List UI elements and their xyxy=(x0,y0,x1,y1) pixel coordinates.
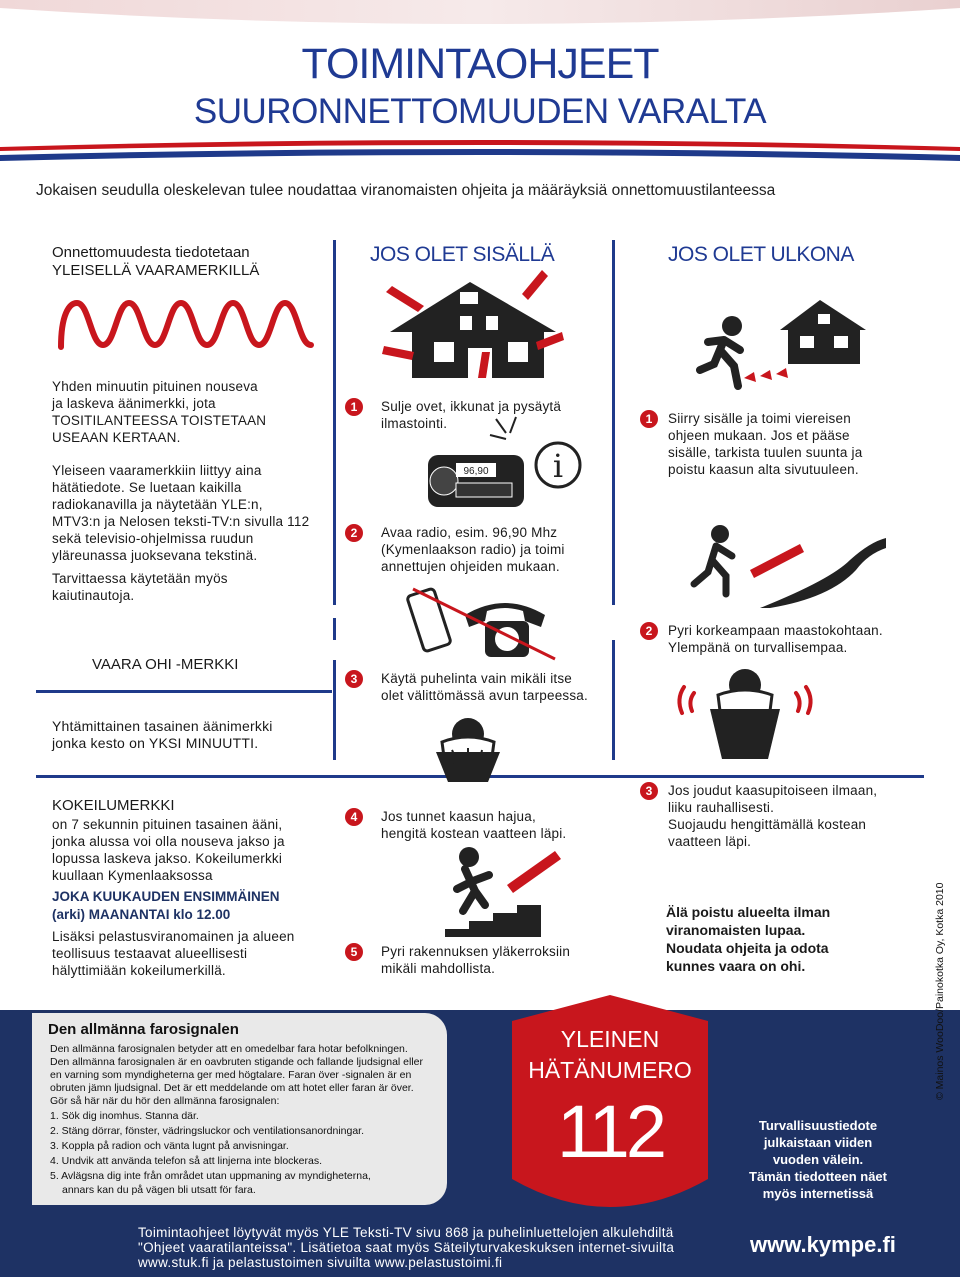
stay-notice xyxy=(666,903,830,975)
text-line: Siirry sisälle ja toimi viereisen xyxy=(668,411,851,426)
text-line: annettujen ohjeiden mukaan. xyxy=(381,559,560,574)
section-divider xyxy=(36,690,332,693)
text-line: Lisäksi pelastusviranomainen ja alueen xyxy=(52,929,295,944)
column-divider xyxy=(612,640,615,760)
title-divider xyxy=(0,135,960,165)
text-line: Yhden minuutin pituinen nouseva xyxy=(52,379,258,394)
test-signal-extra xyxy=(52,928,295,979)
walk-to-house-icon xyxy=(680,290,880,395)
column-divider xyxy=(333,618,336,640)
alert-heading-line: YLEISELLÄ VAARAMERKILLÄ xyxy=(52,262,260,279)
alert-heading xyxy=(52,244,259,280)
alert-paragraph-1 xyxy=(52,378,266,446)
text-line: Pyri rakennuksen yläkerroksiin xyxy=(381,944,571,959)
inside-step-3 xyxy=(381,670,588,704)
inside-step-4 xyxy=(381,808,566,842)
siren-wave-icon xyxy=(55,295,320,355)
radio-icon xyxy=(420,415,600,515)
text-line: teollisuus testaavat alueellisesti xyxy=(52,946,248,961)
radio-display: 96,90 xyxy=(463,466,489,477)
text-line: annars kan du på vägen bli utsatt för fara. xyxy=(62,1184,256,1196)
step-number-badge: 2 xyxy=(345,524,363,542)
swedish-info-box xyxy=(32,1013,447,1205)
text-line: mikäli mahdollista. xyxy=(381,961,496,976)
step-number-badge: 1 xyxy=(640,410,658,428)
text-line: Ylempänä on turvallisempaa. xyxy=(668,640,848,655)
text-line: Tarvittaessa käytetään myös xyxy=(52,571,228,586)
text-line: hätätiedote. Se luetaan kaikilla xyxy=(52,480,242,495)
text-line: radiokanavilla ja näytetään YLE:n, xyxy=(52,497,263,512)
text-line: Toimintaohjeet löytyvät myös YLE Teksti-TV sivu 868 ja puhelinluettelojen alkulehdiltä xyxy=(138,1225,674,1240)
publication-info xyxy=(738,1117,898,1202)
page-title: TOIMINTAOHJEET xyxy=(301,40,659,88)
text-line: yläreunassa juoksevana tekstinä. xyxy=(52,548,258,563)
alert-paragraph-2 xyxy=(52,462,309,564)
text-line: viranomaisten lupaa. xyxy=(666,922,806,938)
emergency-number: 112 xyxy=(557,1090,663,1173)
text-line: "Ohjeet vaaratilanteissa". Lisätietoa saat myös Säteilyturvakeskuksen internet-sivuilta xyxy=(138,1240,675,1255)
text-line: USEAAN KERTAAN. xyxy=(52,430,181,445)
alert-paragraph-3 xyxy=(52,570,228,604)
text-line: Suojaudu hengittämällä kostean xyxy=(668,817,867,832)
inside-step-2 xyxy=(381,524,565,575)
text-line: ohjeen mukaan. Jos et pääse xyxy=(668,428,850,443)
text-line: kunnes vaara on ohi. xyxy=(666,958,806,974)
text-line: (arki) MAANANTAI klo 12.00 xyxy=(52,907,231,922)
text-line: www.stuk.fi ja pelastustoimen sivuilta www.pelastustoimi.fi xyxy=(138,1255,503,1270)
outside-step-2 xyxy=(668,622,883,656)
text-line: ilmastointi. xyxy=(381,416,448,431)
text-line: kuullaan Kymenlaaksossa xyxy=(52,868,213,883)
text-line: Pyri korkeampaan maastokohtaan. xyxy=(668,623,883,638)
cloth-over-face-icon xyxy=(428,712,508,782)
no-phone-icon xyxy=(405,585,575,665)
text-line: Älä poistu alueelta ilman xyxy=(666,904,831,920)
text-line: julkaistaan viiden xyxy=(763,1135,873,1150)
column-divider xyxy=(333,240,336,605)
text-line: vuoden välein. xyxy=(772,1152,864,1167)
swedish-title: Den allmänna farosignalen xyxy=(48,1021,239,1038)
text-line: sisälle, tarkista tuulen suunta ja xyxy=(668,445,863,460)
website-link[interactable]: www.kympe.fi xyxy=(750,1232,896,1257)
step-number-badge: 2 xyxy=(640,622,658,640)
text-line: MTV3:n ja Nelosen teksti-TV:n sivulla 112 xyxy=(52,514,310,529)
text-line: Yleiseen vaaramerkkiin liittyy aina xyxy=(52,463,262,478)
text-line: 2. Stäng dörrar, fönster, vädringsluckor och ventilationsanordningar. xyxy=(50,1125,365,1137)
footer-text xyxy=(138,1225,674,1270)
walk-uphill-icon xyxy=(680,520,890,610)
text-line: Jos tunnet kaasun hajua, xyxy=(381,809,536,824)
step-number-badge: 5 xyxy=(345,943,363,961)
text-line: ja laskeva äänimerkki, jota xyxy=(52,396,216,411)
danger-over-title: VAARA OHI -MERKKI xyxy=(92,656,239,673)
text-line: hengitä kostean vaatteen läpi. xyxy=(381,826,567,841)
text-line: 5. Avlägsna dig inte från området utan uppmaning av myndigheterna, xyxy=(50,1170,371,1182)
text-line: obruten jämn ljudsignal. Det är ett meddelande om att hotet eller faran är över. xyxy=(50,1082,414,1094)
text-line: jonka kesto on YKSI MINUUTTI. xyxy=(52,735,259,751)
step-number-badge: 1 xyxy=(345,398,363,416)
text-line: Noudata ohjeita ja odota xyxy=(666,940,829,956)
text-line: (Kymenlaakson radio) ja toimi xyxy=(381,542,565,557)
text-line: lopussa laskeva jakso. Kokeilumerkki xyxy=(52,851,283,866)
info-icon: i xyxy=(552,447,564,485)
text-line: Tämän tiedotteen näet xyxy=(749,1169,887,1184)
text-line: 3. Koppla på radion och vänta lugnt på anvisningar. xyxy=(50,1140,289,1152)
text-line: Den allmänna farosignalen betyder att en omedelbar fara hotar befolkningen. xyxy=(50,1043,408,1055)
text-line: sekä televisio-ohjelmissa ruudun xyxy=(52,531,254,546)
outside-heading: JOS OLET ULKONA xyxy=(668,243,854,266)
test-signal-schedule xyxy=(52,888,280,924)
text-line: jonka alussa voi olla nouseva jakso ja xyxy=(52,834,285,849)
text-line: 1. Sök dig inomhus. Stanna där. xyxy=(50,1110,199,1122)
text-line: Yhtämittainen tasainen äänimerkki xyxy=(52,718,273,734)
column-divider xyxy=(612,240,615,605)
text-line: Käytä puhelinta vain mikäli itse xyxy=(381,671,572,686)
copyright-notice: © Mainos WooDoo/Painokotka Oy, Kotka 2010 xyxy=(934,882,946,1100)
emergency-label-2: HÄTÄNUMERO xyxy=(528,1057,692,1083)
outside-step-3 xyxy=(668,782,877,850)
step-number-badge: 4 xyxy=(345,808,363,826)
page-subtitle: SUURONNETTOMUUDEN VARALTA xyxy=(193,92,767,131)
text-line: liiku rauhallisesti. xyxy=(668,800,775,815)
emergency-label-1: YLEINEN xyxy=(560,1026,660,1052)
text-line: Den allmänna farosignalen är en oavbruten stigande och fallande ljudsignal eller xyxy=(50,1056,423,1068)
step-number-badge: 3 xyxy=(640,782,658,800)
text-line: 4. Undvik att använda telefon så att linjerna inte blockeras. xyxy=(50,1155,322,1167)
text-line: olet välittömässä avun tarpeessa. xyxy=(381,688,588,703)
text-line: hälyttimiään kokeilumerkillä. xyxy=(52,963,226,978)
inside-step-5 xyxy=(381,943,570,977)
text-line: JOKA KUUKAUDEN ENSIMMÄINEN xyxy=(52,889,280,904)
breathe-through-cloth-icon xyxy=(670,665,820,760)
stairs-climbing-icon xyxy=(435,845,575,940)
step-number-badge: 3 xyxy=(345,670,363,688)
house-closed-icon xyxy=(378,270,578,385)
outside-step-1 xyxy=(668,410,862,478)
intro-text: Jokaisen seudulla oleskelevan tulee noudattaa viranomaisten ohjeita ja määräyksiä onnettomuustilanteessa xyxy=(36,182,776,199)
text-line: Gör så här när du hör den allmänna farosignalen: xyxy=(50,1095,280,1107)
danger-over-text xyxy=(52,718,273,752)
text-line: poistu kaasun alta sivutuuleen. xyxy=(668,462,859,477)
header-swoosh xyxy=(0,0,960,40)
text-line: en varning som myndigheterna ger med högtalare. Faran över -signalen är en xyxy=(50,1069,412,1081)
text-line: kaiutinautoja. xyxy=(52,588,135,603)
text-line: vaatteen läpi. xyxy=(668,834,752,849)
column-divider xyxy=(333,660,336,760)
emergency-number-badge xyxy=(512,995,708,1225)
text-line: TOSITILANTEESSA TOISTETAAN xyxy=(52,413,267,428)
inside-heading: JOS OLET SISÄLLÄ xyxy=(370,243,555,266)
text-line: on 7 sekunnin pituinen tasainen ääni, xyxy=(52,817,283,832)
text-line: Turvallisuustiedote xyxy=(758,1118,878,1133)
text-line: Jos joudut kaasupitoiseen ilmaan, xyxy=(668,783,878,798)
test-signal-text xyxy=(52,816,285,884)
alert-heading-line: Onnettomuudesta tiedotetaan xyxy=(52,244,250,261)
text-line: Avaa radio, esim. 96,90 Mhz xyxy=(381,525,558,540)
text-line: myös internetissä xyxy=(762,1186,874,1201)
text-line: Sulje ovet, ikkunat ja pysäytä xyxy=(381,399,562,414)
test-signal-title: KOKEILUMERKKI xyxy=(52,797,175,814)
